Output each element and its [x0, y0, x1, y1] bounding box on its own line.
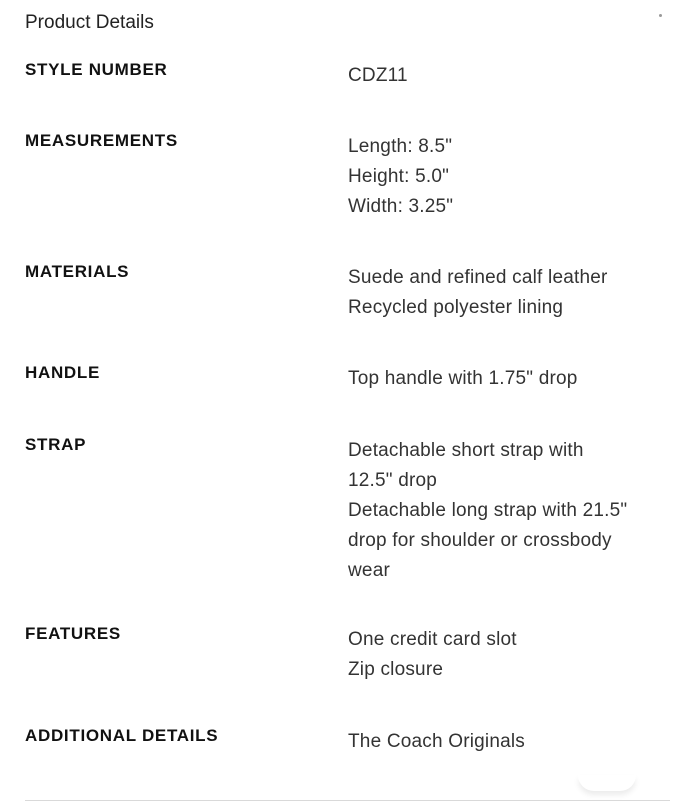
detail-value: Detachable long strap with 21.5" [348, 500, 628, 521]
detail-label: MEASUREMENTS [25, 131, 178, 150]
detail-value: Width: 3.25" [348, 196, 454, 217]
detail-value: Length: 8.5" [348, 136, 453, 157]
detail-label: STYLE NUMBER [25, 60, 168, 79]
detail-value: 12.5" drop [348, 470, 438, 491]
detail-value: Detachable short strap with [348, 440, 584, 461]
detail-label: ADDITIONAL DETAILS [25, 726, 219, 745]
detail-label: HANDLE [25, 363, 101, 382]
detail-values [348, 364, 668, 394]
detail-value: One credit card slot [348, 629, 517, 650]
detail-value: drop for shoulder or crossbody [348, 530, 612, 551]
detail-values [348, 132, 668, 222]
detail-value: Height: 5.0" [348, 166, 450, 187]
detail-value: Top handle with 1.75" drop [348, 368, 578, 389]
detail-value: CDZ11 [348, 65, 408, 86]
page-title: Product Details [25, 12, 154, 33]
section-divider [25, 800, 670, 801]
detail-label: STRAP [25, 435, 87, 454]
corner-dot-icon [659, 14, 662, 17]
detail-values [348, 61, 668, 91]
detail-values [348, 263, 668, 323]
detail-values [348, 625, 668, 685]
detail-value: Suede and refined calf leather [348, 267, 608, 288]
floating-shadow [578, 775, 636, 791]
detail-value: The Coach Originals [348, 731, 525, 752]
detail-values [348, 727, 668, 757]
detail-values [348, 436, 668, 586]
detail-label: FEATURES [25, 624, 121, 643]
detail-label: MATERIALS [25, 262, 130, 281]
detail-value: wear [348, 560, 390, 581]
detail-value: Zip closure [348, 659, 444, 680]
detail-value: Recycled polyester lining [348, 297, 564, 318]
